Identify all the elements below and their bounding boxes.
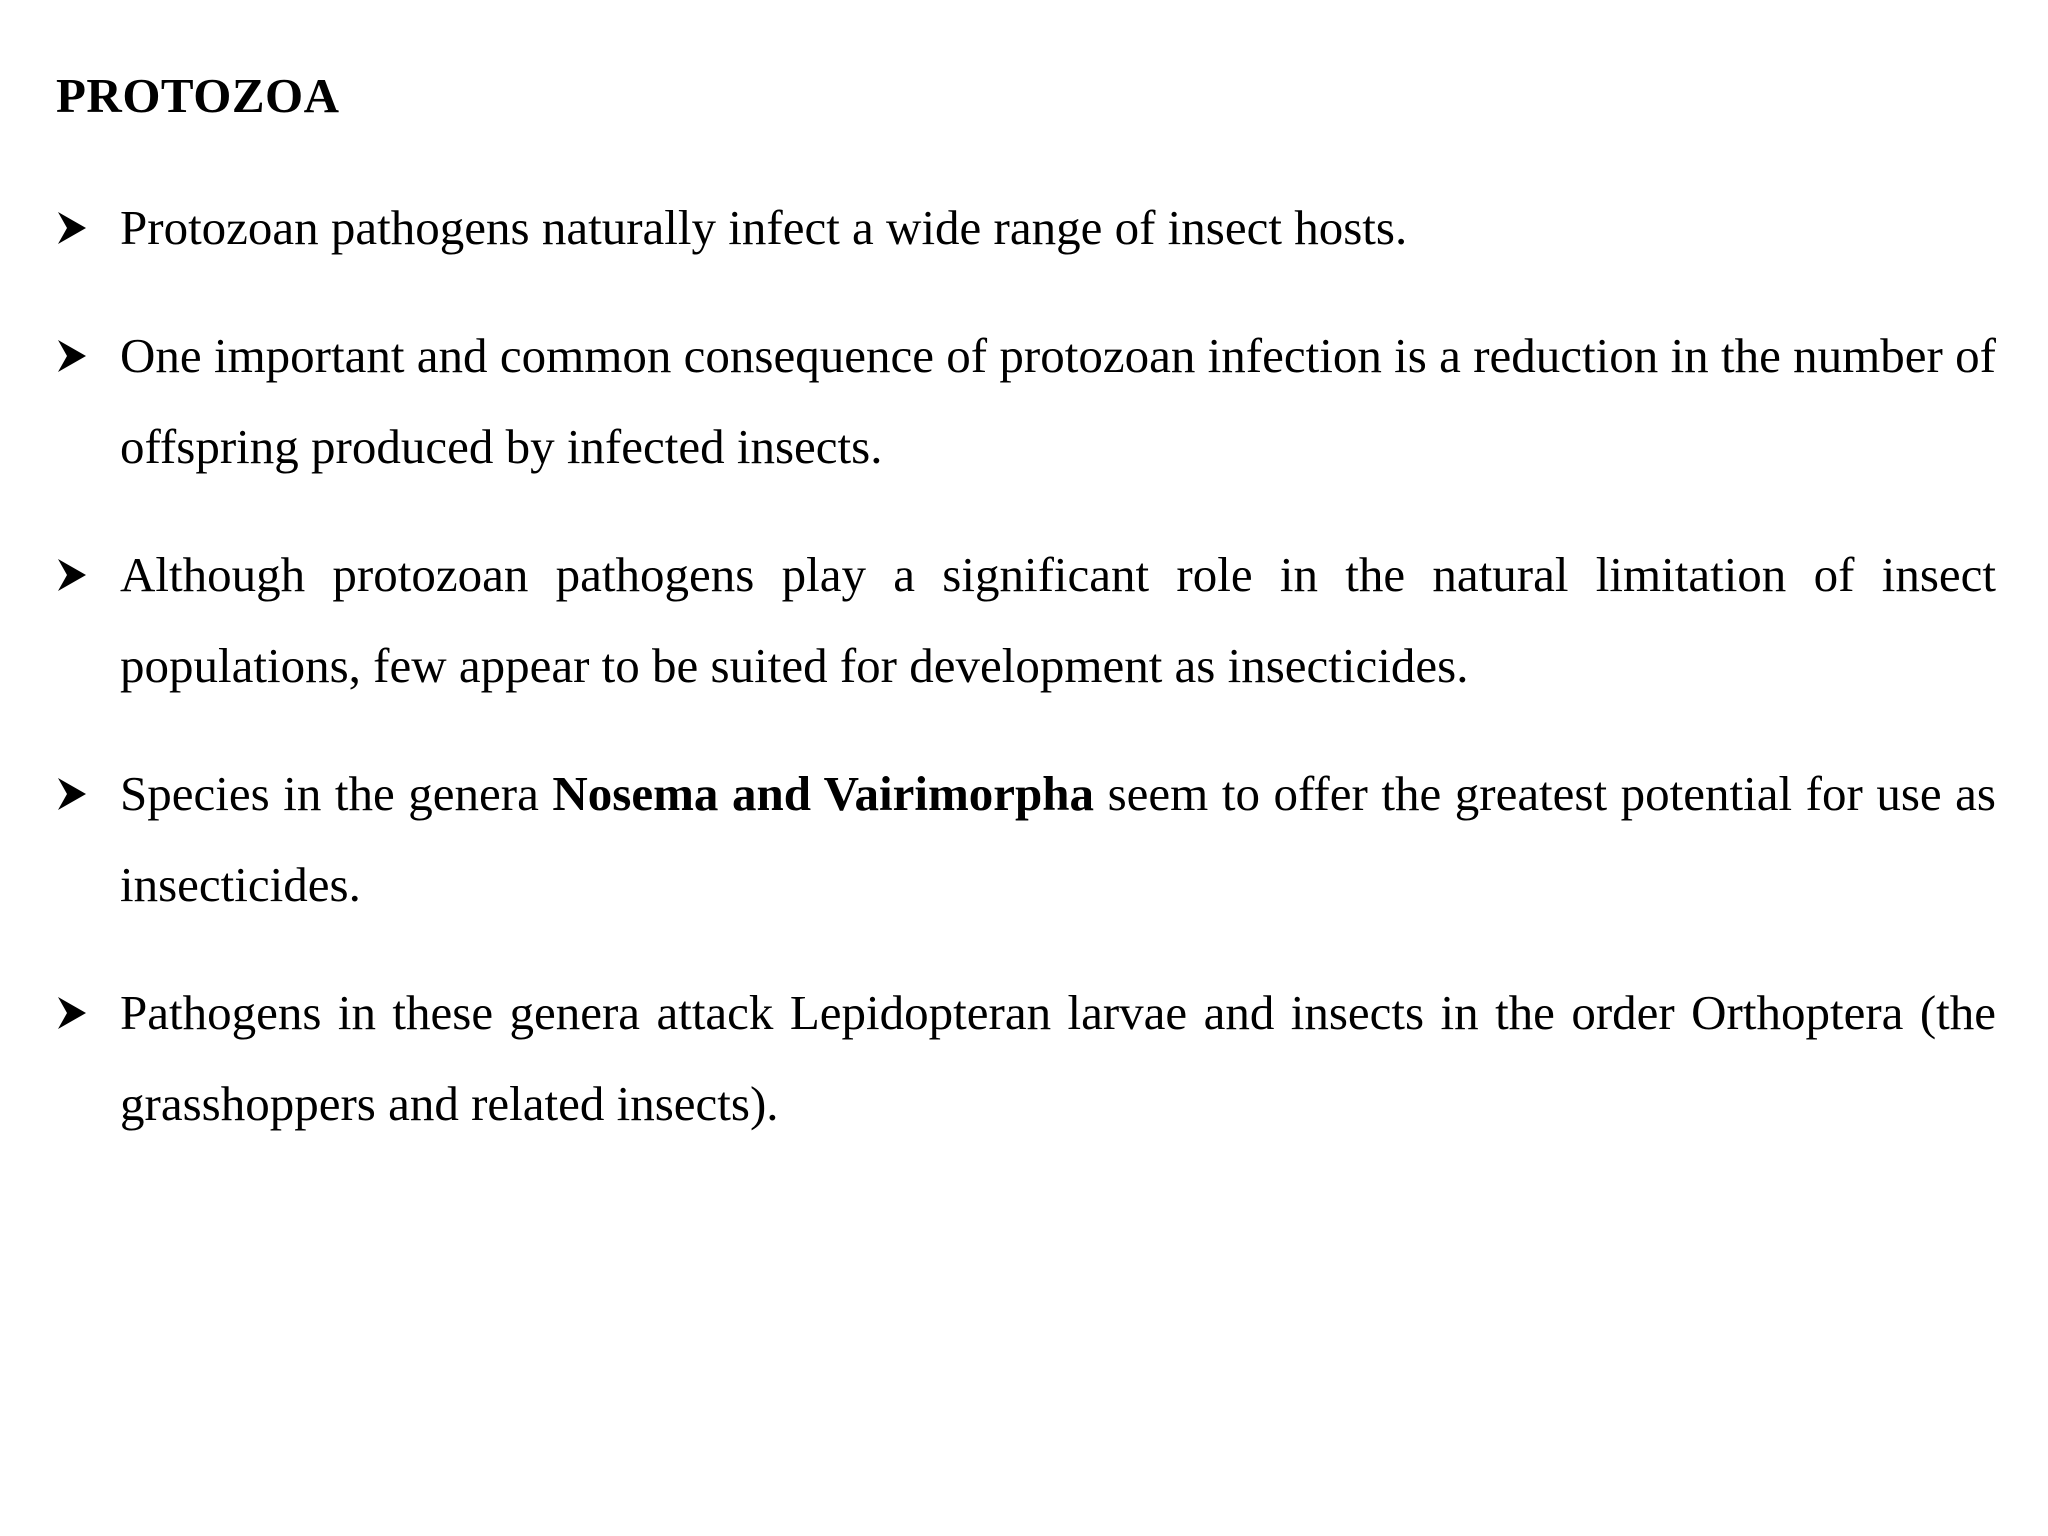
arrowhead-bullet-icon — [56, 182, 104, 273]
arrowhead-bullet-icon — [56, 310, 104, 401]
bullet-text-2: One important and common consequence of protozoan infection is a reduction in the number of offspring produced by infected insects. — [120, 328, 1996, 474]
page-title: PROTOZOA — [56, 68, 340, 123]
bullet-item-2 — [56, 310, 1996, 492]
bullet-text-4-post: seem to offer the greatest potential for use as insecticides. — [120, 766, 1996, 912]
bullet-text-3: Although protozoan pathogens play a significant role in the natural limitation of insect populations, few appear to be suited for development as insecticides. — [120, 547, 1996, 693]
arrowhead-bullet-icon — [56, 748, 104, 839]
bullet-item-1 — [56, 182, 1996, 273]
bullet-text-5: Pathogens in these genera attack Lepidopteran larvae and insects in the order Orthoptera (the grasshoppers and related insects). — [120, 985, 1996, 1131]
arrowhead-bullet-icon — [56, 529, 104, 620]
bullet-item-5 — [56, 967, 1996, 1149]
bullet-text-1: Protozoan pathogens naturally infect a wide range of insect hosts. — [120, 200, 1408, 255]
bullet-item-4 — [56, 748, 1996, 930]
bullet-text-4-pre: Species in the genera — [120, 766, 553, 821]
bullet-list — [56, 182, 1996, 1149]
arrowhead-bullet-icon — [56, 967, 104, 1058]
bullet-item-3 — [56, 529, 1996, 711]
bullet-text-4-bold: Nosema and Vairimorpha — [552, 766, 1095, 821]
